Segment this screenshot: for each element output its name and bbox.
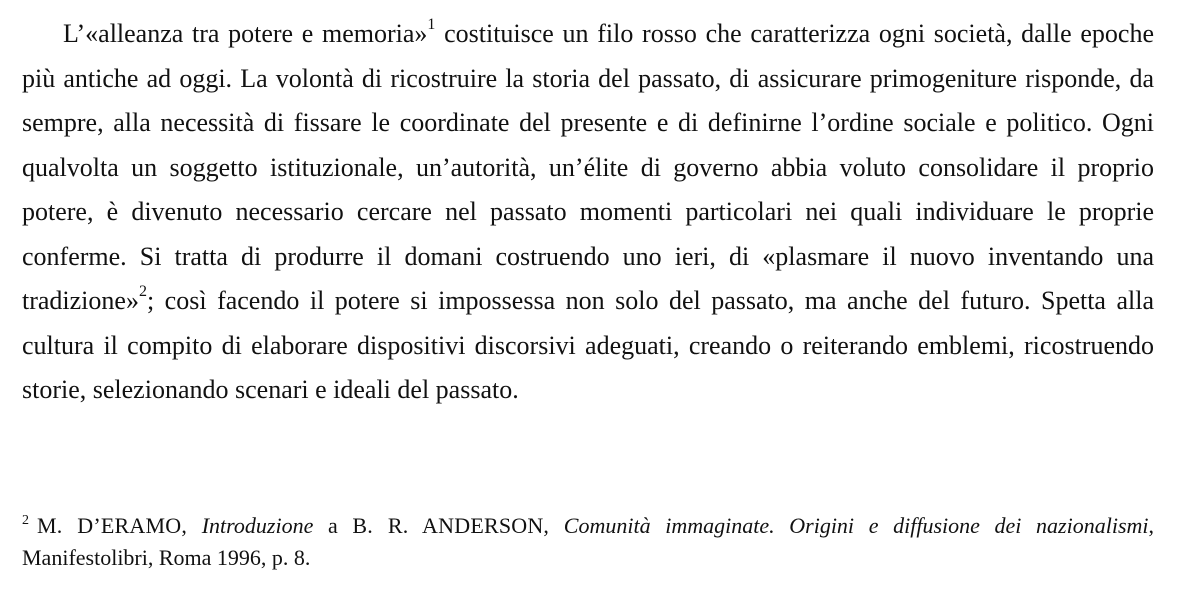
document-page <box>22 12 1154 413</box>
footnote-connector: a <box>313 513 353 538</box>
footnote-ref-2: 2 <box>138 283 147 300</box>
paragraph-text-1: L’«alleanza tra potere e memoria» <box>63 19 428 48</box>
paragraph-text-3: ; così facendo il potere si impossessa non solo del passato, ma anche del futuro. Spetta alla cultura il compito di elaborare dispositivi discorsivi adeguati, creando o reiterando emblemi, ricostruendo storie, selezionando scenari e ideali del passato. <box>22 286 1154 404</box>
footnote-work-title-2: Comunità immaginate. Origini e diffusione dei nazionalismi <box>563 513 1149 538</box>
footnote-marker: 2 <box>22 513 29 528</box>
footnote-author-2: B. R. ANDERSON, <box>352 513 550 538</box>
footnote-ref-1: 1 <box>427 16 436 33</box>
footnote-2 <box>22 510 1154 574</box>
paragraph-text-2: costituisce un filo rosso che caratterizza ogni società, dalle epoche più antiche ad oggi. La volontà di ricostruire la storia del passato, di assicurare primogeniture risponde, da sempre, alla necessità di fissare le coordinate del presente e di definirne l’ordine sociale e politico. Ogni qualvolta un soggetto istituzionale, un’autorità, un’élite di governo abbia voluto consolidare il proprio potere, è divenuto necessario cercare nel passato momenti particolari nei quali individuare le proprie conferme. Si tratta di produrre il domani costruendo uno ieri, di «plasmare il nuovo inventando una tradizione» <box>22 19 1154 315</box>
footnote-work-title-1: Introduzione <box>201 513 314 538</box>
footnote-publication: , Manifestolibri, Roma 1996, p. 8. <box>22 513 1155 570</box>
footnote-author: M. D’ERAMO, <box>37 513 188 538</box>
body-paragraph <box>22 12 1154 413</box>
